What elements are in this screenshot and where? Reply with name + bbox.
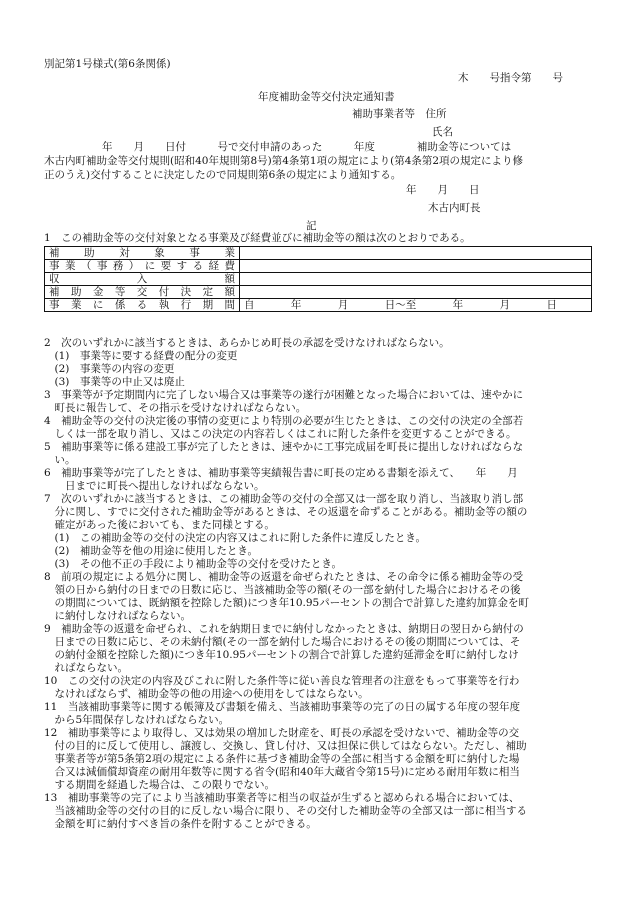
table-row [45, 273, 592, 286]
table-label [45, 299, 240, 312]
intro-line-2: 木古内町補助金等交付規則(昭和40年規則第8号)第4条第1項の規定により(第4条第2項の規定により修 [44, 155, 524, 167]
condition-item [44, 376, 592, 389]
condition-line: の期間については、既納額を控除した額)につき年10.95パーセントの割合で計算した違約加算金を町 [44, 597, 530, 609]
condition-line: 領の日から納付の日までの日数に応じ、当該補助金等の額(その一部を納付した場合におけるその後 [44, 584, 521, 596]
condition-item [44, 389, 592, 415]
label-text: 事 業 に 係 る 執 行 期 間 [49, 299, 235, 311]
form-id: 別記第1号様式(第6条関係) [44, 58, 171, 70]
condition-item [44, 727, 592, 792]
condition-line: の納付金額を控除した額)につき年10.95パーセントの割合で計算した違約延滞金を町に納付しなけ [44, 649, 519, 661]
ki-heading: 記 [306, 220, 317, 232]
label-text: 事 業 （ 事 務 ） に 要 す る 経 費 [49, 260, 235, 272]
condition-line: い。 [44, 454, 76, 466]
condition-line: 12 補助事業等により取得し、又は効果の増加した財産を、町長の承認を受けないで、補助金等の交 [44, 727, 520, 739]
condition-line: 11 当該補助事業等に関する帳簿及び書類を備え、当該補助事業等の完了の日の属する年度の翌年度 [44, 701, 520, 713]
condition-line: 確定があった後においても、また同様とする。 [44, 519, 275, 531]
condition-line: 日までに町長へ提出しなければならない。 [44, 480, 265, 492]
condition-line: なければならず、補助金等の他の用途への使用をしてはならない。 [44, 688, 369, 700]
condition-line: 事業者等が第5条第2項の規定による条件に基づき補助金等の全部に相当する金額を町に納付した場 [44, 753, 520, 765]
condition-line: 分に関し、すでに交付された補助金等があるときは、その返還を命ずることがある。補助金等の額の [44, 506, 528, 518]
condition-item [44, 415, 592, 441]
condition-item [44, 493, 592, 532]
label-text: 補 助 金 等 交 付 決 定 額 [49, 286, 235, 298]
condition-line: する期間を経過した場合は、この限りでない。 [44, 779, 275, 791]
conditions-list [44, 337, 592, 831]
condition-line: 町長に報告して、その指示を受けなければならない。 [44, 402, 307, 414]
table-value [240, 260, 592, 273]
condition-line: 8 前項の規定による処分に関し、補助金等の返還を命ぜられたときは、その命令に係る補助金等の受 [44, 571, 524, 583]
notice-date: 年 月 日 [406, 184, 480, 196]
label-text: 収 入 額 [49, 273, 235, 285]
table-row [45, 299, 592, 312]
recipient-name-label: 氏名 [432, 126, 453, 138]
condition-item [44, 571, 592, 623]
table-row [45, 247, 592, 260]
condition-line: に納付しなければならない。 [44, 610, 191, 622]
condition-line: 4 補助金等の交付の決定後の事情の変更により特別の必要が生じたときは、この交付の決定の全部若 [44, 415, 524, 427]
condition-item [44, 675, 592, 701]
intro-line-1: 年 月 日付 号で交付申請のあった 年度 補助金等については [102, 141, 512, 153]
table-row [45, 260, 592, 273]
document-title: 年度補助金等交付決定通知書 [258, 91, 395, 103]
condition-item [44, 363, 592, 376]
recipient-address-label: 補助事業者等 住所 [352, 108, 447, 120]
condition-item [44, 532, 592, 545]
table-label [45, 260, 240, 273]
condition-item [44, 558, 592, 571]
table-label [45, 273, 240, 286]
execution-period [244, 299, 587, 311]
condition-item [44, 792, 592, 831]
condition-line: 10 この交付の決定の内容及びこれに附した条件等に従い善良な管理者の注意をもって事業等を行わ [44, 675, 520, 687]
table-value [240, 247, 592, 260]
condition-line: 6 補助事業等が完了したときは、補助事業等実績報告書に町長の定める書類を添えて、 年 月 [44, 467, 518, 479]
label-text: 補 助 対 象 事 業 [49, 247, 235, 259]
condition-item [44, 623, 592, 675]
condition-line: 9 補助金等の返還を命ぜられ、これを納期日までに納付しなかったときは、納期日の翌日から納付の [44, 623, 524, 635]
period-part: 日 [546, 299, 557, 311]
condition-line: 5 補助事業等に係る建設工事が完了したときは、速やかに工事完成届を町長に提出しなければならな [44, 441, 524, 453]
period-part: 年 [452, 299, 464, 311]
section-1-text: 1 この補助金等の交付対象となる事業及び経費並びに補助金等の額は次のとおりである。 [44, 232, 471, 244]
condition-line: ればならない。 [44, 662, 128, 674]
period-part: 月 [499, 299, 511, 311]
condition-item [44, 337, 592, 350]
condition-line: (1) 事業等に要する経費の配分の変更 [44, 350, 238, 362]
condition-line: (1) この補助金等の交付の決定の内容又はこれに附した条件に違反したとき。 [44, 532, 426, 544]
condition-line: 合又は減価償却資産の耐用年数等に関する省令(昭和40年大蔵省令第15号)に定める耐用年数に相当 [44, 766, 520, 778]
condition-line: (2) 補助金等を他の用途に使用したとき。 [44, 545, 258, 557]
condition-line: 当該補助金等の交付の目的に反しない場合に限り、その交付した補助金等の全部又は一部に相当する [44, 805, 527, 817]
condition-line: 13 補助事業等の完了により当該補助事業者等に相当の収益が生ずると認められる場合においては、 [44, 792, 520, 804]
period-part: 自 [244, 299, 255, 311]
condition-line: しくは一部を取り消し、又はこの決定の内容若しくはこれに附した条件を変更することができる。 [44, 428, 517, 440]
table-value [240, 273, 592, 286]
condition-line: (3) 事業等の中止又は廃止 [44, 376, 185, 388]
condition-line: 2 次のいずれかに該当するときは、あらかじめ町長の承認を受けなければならない。 [44, 337, 450, 349]
intro-line-3: 正のうえ)交付することに決定したので同規則第6条の規定により通知する。 [44, 169, 402, 181]
issuer-name: 木古内町長 [428, 202, 481, 214]
condition-line: 金額を町に納付すべき旨の条件を附することができる。 [44, 818, 317, 830]
table-label [45, 247, 240, 260]
condition-item [44, 441, 592, 467]
condition-line: 3 事業等が予定期間内に完了しない場合又は事業等の遂行が困難となった場合においては、速やかに [44, 389, 524, 401]
table-value [240, 286, 592, 299]
condition-item [44, 467, 592, 493]
condition-line: 日までの日数に応じ、その未納付額(その一部を納付した場合におけるその後の期間については、そ [44, 636, 521, 648]
period-part: 年 [290, 299, 302, 311]
document-number: 木 号指令第 号 [458, 72, 563, 84]
table-row [45, 286, 592, 299]
condition-item [44, 350, 592, 363]
period-part: 日〜至 [384, 299, 417, 311]
condition-line: 付の目的に反して使用し、譲渡し、交換し、貸し付け、又は担保に供してはならない。ただし、補助 [44, 740, 527, 752]
condition-line: から5年間保存しなければならない。 [44, 714, 230, 726]
table-label [45, 286, 240, 299]
period-part: 月 [337, 299, 349, 311]
condition-item [44, 545, 592, 558]
grant-details-table [44, 246, 592, 312]
condition-line: (3) その他不正の手段により補助金等の交付を受けたとき。 [44, 558, 342, 570]
condition-item [44, 701, 592, 727]
condition-line: (2) 事業等の内容の変更 [44, 363, 175, 375]
condition-line: 7 次のいずれかに該当するときは、この補助金等の交付の全部又は一部を取り消し、当該取り消し部 [44, 493, 524, 505]
table-value [240, 299, 592, 312]
